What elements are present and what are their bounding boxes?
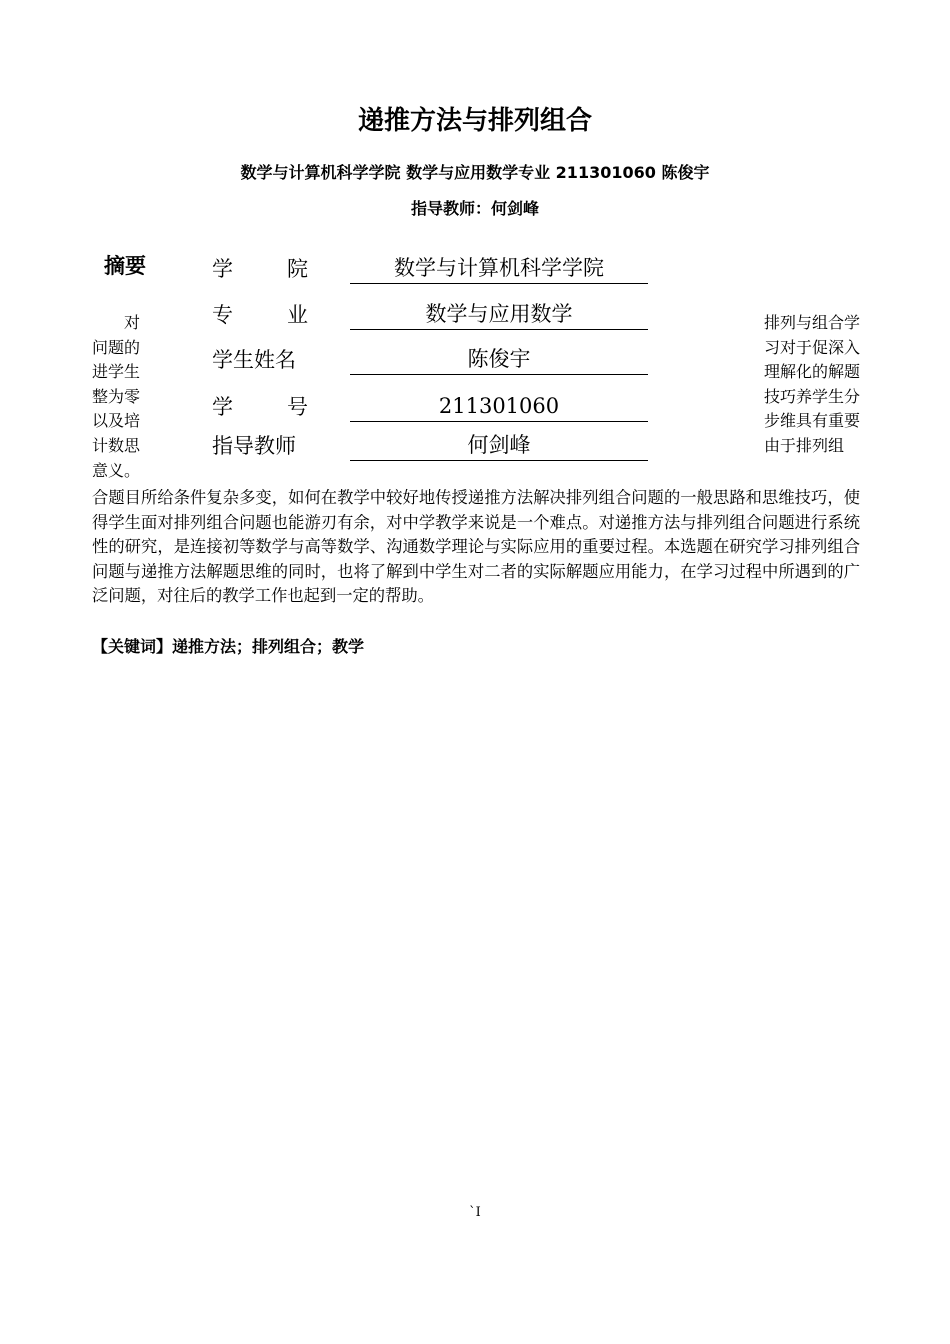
- info-label-major-char2: 业: [287, 303, 308, 327]
- advisor-line: 指导教师：何剑峰: [410, 199, 539, 218]
- abstract-heading: 摘要: [104, 254, 146, 278]
- abstract-right-fragment: 排列与组合学习对于促深入理解化的解题技巧养学生分步维具有重要由于排列组: [764, 313, 861, 455]
- info-value-student-id: 211301060: [350, 391, 648, 422]
- author-line: 数学与计算机科学学院 数学与应用数学专业 211301060 陈俊宇: [240, 163, 710, 182]
- info-label-college: [212, 253, 308, 283]
- info-value-advisor: 何剑峰: [350, 430, 648, 461]
- info-label-student-id: [212, 391, 308, 421]
- info-value-college: 数学与计算机科学学院: [350, 253, 648, 284]
- abstract-body-paragraph: 合题目所给条件复杂多变，如何在教学中较好地传授递推方法解决排列组合问题的一般思路和思维技巧，使得学生面对排列组合问题也能游刃有余，对中学教学来说是一个难点。对递推方法与排列组合问题进行系统性的研究，是连接初等数学与高等数学、沟通数学理论与实际应用的重要过程。本选题在研究学习排列组合问题与递推方法解题思维的同时，也将了解到中学生对二者的实际解题应用能力，在学习过程中所遇到的广泛问题，对往后的教学工作也起到一定的帮助。: [92, 488, 860, 606]
- info-label-student-id-char2: 号: [287, 395, 308, 419]
- info-label-student-id-char1: 学: [212, 395, 233, 419]
- info-value-student-name: 陈俊宇: [350, 344, 648, 375]
- info-label-student-name: 学生姓名: [212, 348, 296, 372]
- info-label-major: [212, 299, 308, 329]
- keywords-line: 【关键词】递推方法；排列组合；教学: [92, 637, 365, 656]
- page-number: `I: [469, 1205, 481, 1220]
- page-title: 递推方法与排列组合: [357, 106, 592, 136]
- abstract-left-fragment: 对问题的进学生整为零以及培计数思意义。: [92, 313, 141, 480]
- info-label-college-char1: 学: [212, 257, 233, 281]
- info-value-major: 数学与应用数学: [350, 299, 648, 330]
- info-label-advisor: 指导教师: [212, 434, 296, 458]
- info-label-major-char1: 专: [212, 303, 233, 327]
- info-label-college-char2: 院: [287, 257, 308, 281]
